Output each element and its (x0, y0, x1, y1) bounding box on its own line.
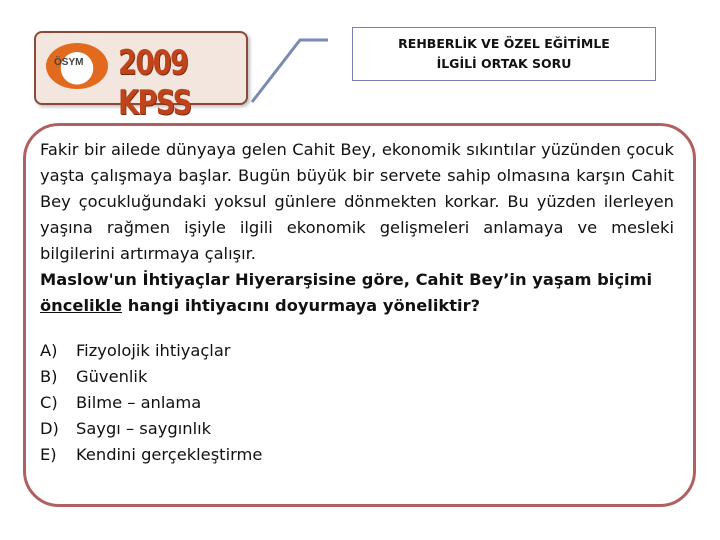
option-b[interactable] (40, 364, 674, 390)
question-prompt-emphasis: öncelikle (40, 296, 123, 315)
header-title-box (352, 27, 656, 81)
option-letter: D) (40, 419, 59, 438)
option-text: Güvenlik (76, 367, 148, 386)
option-letter: C) (40, 393, 58, 412)
option-text: Bilme – anlama (76, 393, 202, 412)
question-prompt-part2: hangi ihtiyacını doyurmaya yöneliktir? (122, 296, 481, 315)
option-c[interactable] (40, 390, 674, 416)
option-letter: E) (40, 445, 57, 464)
option-text: Saygı – saygınlık (76, 419, 212, 438)
option-letter: B) (40, 367, 58, 386)
logo-exam-label: 2009 KPSS (118, 43, 191, 123)
option-text: Kendini gerçekleştirme (76, 445, 263, 464)
header-title-line1: REHBERLİK VE ÖZEL EĞİTİMLE (398, 36, 610, 51)
header-title-line2: İLGİLİ ORTAK SORU (436, 56, 572, 71)
logo-org-label: ÖSYM (54, 57, 84, 68)
question-prompt-part1: Maslow'un İhtiyaçlar Hiyerarşisine göre, Cahit Bey’in yaşam biçimi (40, 270, 653, 289)
question-prompt (40, 267, 674, 319)
option-text: Fizyolojik ihtiyaçlar (76, 341, 231, 360)
option-letter: A) (40, 341, 58, 360)
question-content (40, 137, 674, 468)
option-d[interactable] (40, 416, 674, 442)
answer-options (40, 338, 674, 468)
option-a[interactable] (40, 338, 674, 364)
question-stem: Fakir bir ailede dünyaya gelen Cahit Bey, ekonomik sıkıntılar yüzünden çocuk yaşta çalışmaya başlar. Bugün büyük bir servete sahip olmasına karşın Cahit Bey çocukluğundaki yoksul günlere dönmekten korkar. Bu yüzden ilerleyen yaşına rağmen işiyle ilgili ekonomik gelişmeleri anlamaya ve mesleki bilgilerini artırmaya çalışır. (40, 140, 674, 263)
option-e[interactable] (40, 442, 674, 468)
